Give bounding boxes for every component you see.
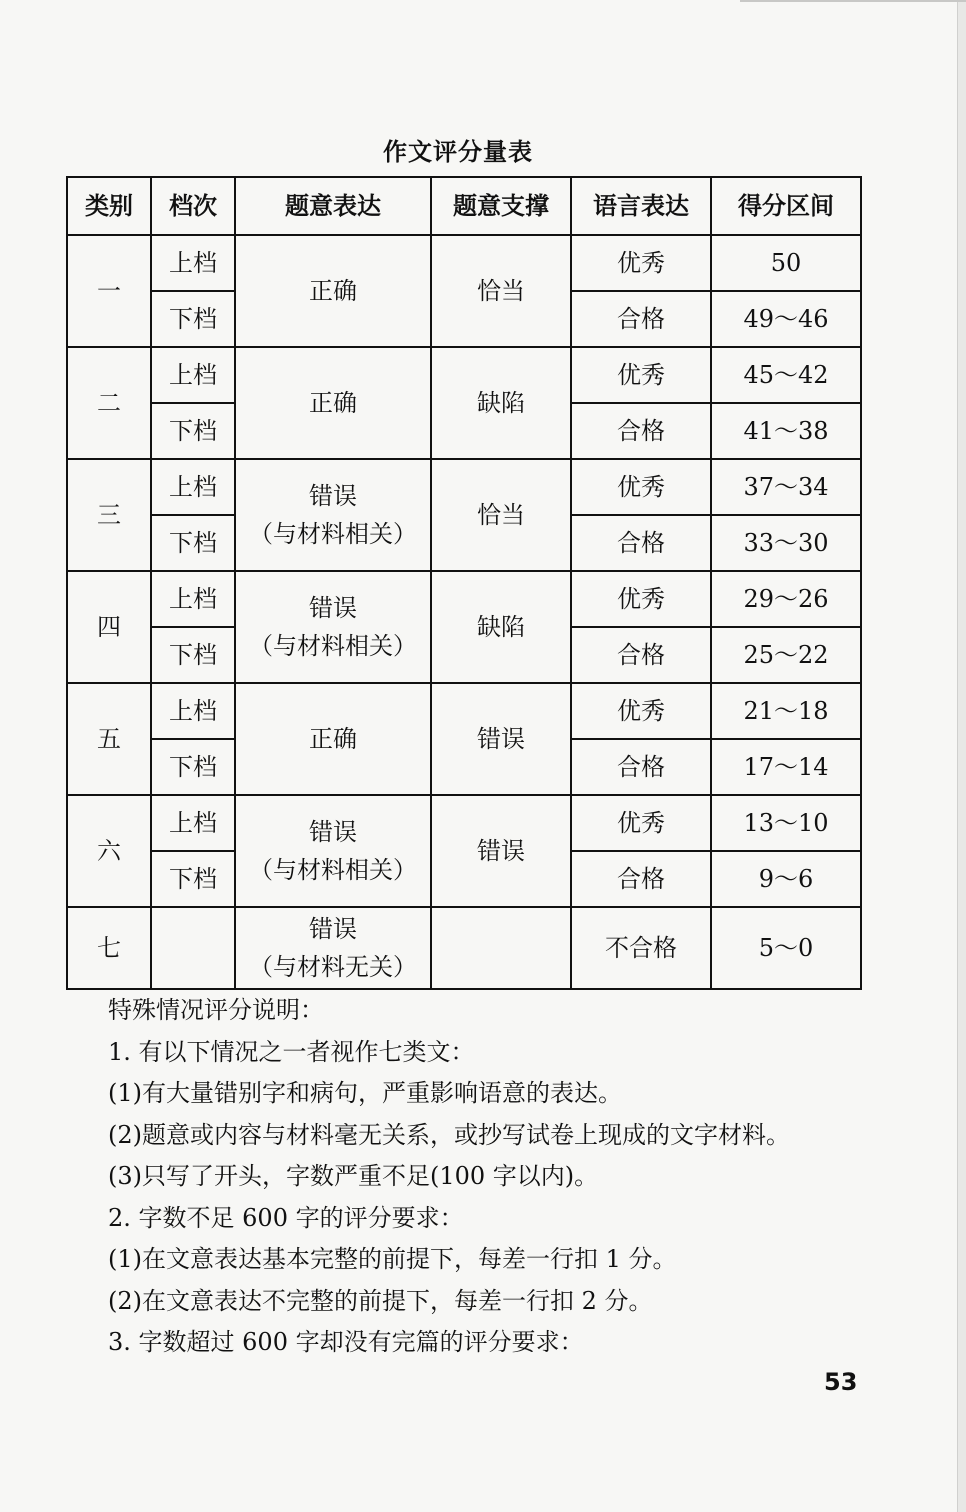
- theme-note: （与材料相关）: [249, 520, 417, 548]
- support-cell: [431, 907, 571, 989]
- table-row: [67, 459, 861, 515]
- header-score: 得分区间: [711, 177, 861, 235]
- notes-heading: 特殊情况评分说明：: [108, 996, 324, 1024]
- level-cell: 上档: [151, 347, 235, 403]
- header-category: 类别: [67, 177, 151, 235]
- level-cell: [151, 907, 235, 989]
- support-cell: 恰当: [431, 459, 571, 571]
- theme-text: 正确: [309, 724, 357, 753]
- language-cell: 优秀: [571, 571, 711, 627]
- theme-note: （与材料无关）: [249, 953, 417, 981]
- language-cell: 合格: [571, 403, 711, 459]
- header-theme: 题意表达: [235, 177, 431, 235]
- language-cell: 不合格: [571, 907, 711, 989]
- support-cell: 错误: [431, 795, 571, 907]
- theme-note: （与材料相关）: [249, 856, 417, 884]
- theme-cell: [235, 459, 431, 571]
- category-cell: 七: [67, 907, 151, 989]
- top-rule: [740, 0, 966, 6]
- theme-text: 错误: [309, 481, 357, 510]
- category-cell: 四: [67, 571, 151, 683]
- score-cell: 21～18: [711, 683, 861, 739]
- theme-cell: [235, 907, 431, 989]
- language-cell: 合格: [571, 515, 711, 571]
- score-cell: 41～38: [711, 403, 861, 459]
- score-cell: 5～0: [711, 907, 861, 989]
- theme-text: 错误: [309, 817, 357, 846]
- score-cell: 25～22: [711, 627, 861, 683]
- language-cell: 优秀: [571, 347, 711, 403]
- support-cell: 错误: [431, 683, 571, 795]
- theme-cell: [235, 683, 431, 795]
- header-language: 语言表达: [571, 177, 711, 235]
- table-row: [67, 683, 861, 739]
- level-cell: 下档: [151, 627, 235, 683]
- language-cell: 优秀: [571, 683, 711, 739]
- score-cell: 50: [711, 235, 861, 291]
- level-cell: 上档: [151, 235, 235, 291]
- notes-line: 3. 字数超过 600 字却没有完篇的评分要求：: [108, 1328, 584, 1356]
- notes-line: (1)有大量错别字和病句，严重影响语意的表达。: [108, 1079, 622, 1107]
- page-number: 53: [824, 1368, 858, 1396]
- header-support: 题意支撑: [431, 177, 571, 235]
- level-cell: 下档: [151, 851, 235, 907]
- notes-line: (2)题意或内容与材料毫无关系，或抄写试卷上现成的文字材料。: [108, 1120, 790, 1149]
- language-cell: 合格: [571, 739, 711, 795]
- table-row: [67, 347, 861, 403]
- score-cell: 29～26: [711, 571, 861, 627]
- theme-text: 错误: [309, 914, 357, 943]
- score-table: [66, 176, 862, 990]
- table-header-row: [67, 177, 861, 235]
- level-cell: 下档: [151, 515, 235, 571]
- theme-cell: [235, 235, 431, 347]
- table-title: 作文评分量表: [383, 137, 533, 166]
- score-cell: 37～34: [711, 459, 861, 515]
- theme-note: （与材料相关）: [249, 632, 417, 660]
- category-cell: 二: [67, 347, 151, 459]
- page-edge: [957, 0, 966, 1512]
- notes-line: (2)在文意表达不完整的前提下，每差一行扣 2 分。: [108, 1286, 653, 1315]
- category-cell: 一: [67, 235, 151, 347]
- notes-line: 2. 字数不足 600 字的评分要求：: [108, 1203, 464, 1232]
- level-cell: 下档: [151, 403, 235, 459]
- level-cell: 上档: [151, 459, 235, 515]
- support-cell: 缺陷: [431, 571, 571, 683]
- score-cell: 45～42: [711, 347, 861, 403]
- theme-text: 正确: [309, 276, 357, 305]
- level-cell: 下档: [151, 291, 235, 347]
- language-cell: 优秀: [571, 235, 711, 291]
- level-cell: 上档: [151, 795, 235, 851]
- notes-line: 1. 有以下情况之一者视作七类文：: [108, 1037, 475, 1066]
- notes-line: (1)在文意表达基本完整的前提下，每差一行扣 1 分。: [108, 1245, 677, 1273]
- score-cell: 49～46: [711, 291, 861, 347]
- language-cell: 合格: [571, 291, 711, 347]
- language-cell: 合格: [571, 627, 711, 683]
- theme-text: 错误: [309, 593, 357, 622]
- score-cell: 33～30: [711, 515, 861, 571]
- header-level: 档次: [151, 177, 235, 235]
- language-cell: 优秀: [571, 795, 711, 851]
- theme-text: 正确: [309, 388, 357, 417]
- table-row: [67, 907, 861, 989]
- theme-cell: [235, 571, 431, 683]
- support-cell: 恰当: [431, 235, 571, 347]
- category-cell: 五: [67, 683, 151, 795]
- score-cell: 13～10: [711, 795, 861, 851]
- table-row: [67, 235, 861, 291]
- category-cell: 六: [67, 795, 151, 907]
- table-row: [67, 571, 861, 627]
- category-cell: 三: [67, 459, 151, 571]
- theme-cell: [235, 795, 431, 907]
- table-row: [67, 795, 861, 851]
- level-cell: 上档: [151, 683, 235, 739]
- level-cell: 上档: [151, 571, 235, 627]
- score-cell: 17～14: [711, 739, 861, 795]
- special-notes: [108, 990, 908, 1364]
- language-cell: 合格: [571, 851, 711, 907]
- support-cell: 缺陷: [431, 347, 571, 459]
- notes-line: (3)只写了开头，字数严重不足(100 字以内)。: [108, 1162, 599, 1190]
- theme-cell: [235, 347, 431, 459]
- level-cell: 下档: [151, 739, 235, 795]
- score-cell: 9～6: [711, 851, 861, 907]
- language-cell: 优秀: [571, 459, 711, 515]
